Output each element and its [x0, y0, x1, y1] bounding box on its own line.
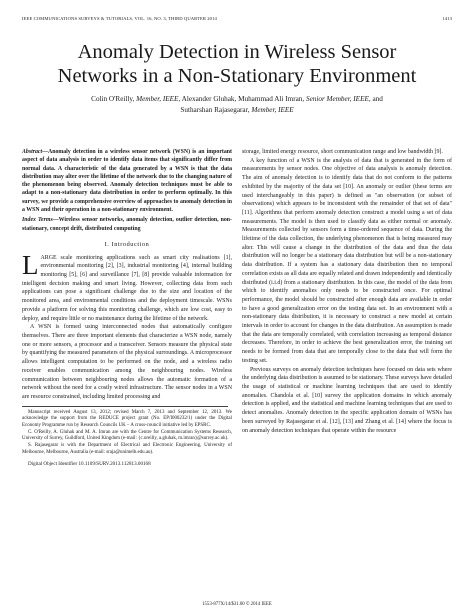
abstract-text: —Anomaly detection in a wireless sensor network (WSN) is an important aspect of data analysis in order to identify data items that significantly differ from normal data. A characteristic of the data generated by a WSN is that the data distribution may alter over the lifetime of the network due to the changing nature of the phenomenon being observed. Anomaly detection techniques must be able to adapt to a non-stationary data distribution in order to perform optimally. In this survey, we provide a comprehensive overview of approaches to anomaly detection in a WSN and their operation in a non-stationary environment. [22, 149, 232, 214]
index-terms [22, 216, 232, 233]
paper-title [20, 40, 454, 88]
footnote-affiliation-2: S. Rajasegarar is with the Department of Electrical and Electronic Engineering, University of Melbourne, Melbourne, Australia (e-mail: sraja@unimelb.edu.au). [22, 443, 232, 455]
footnote-manuscript: Manuscript received August 13, 2012; revised March 7, 2013 and September 12, 2013. We acknowledge the support from the REDUCE project grant (No. EP/I000232/1) under the Digital Economy Programme run by Research Councils UK – A cross-council initiative led by EPSRC. [22, 409, 232, 429]
author-role: Senior Member, IEEE, [305, 95, 371, 103]
author-line-1 [30, 94, 444, 105]
author-role: Member, IEEE, [136, 95, 181, 103]
right-paragraph-1: A key function of a WSN is the analysis of data that is generated in the form of measurements by sensor nodes. One objective of data analysis is anomaly detection. The aim of anomaly detection is to identify data that do not conform to the patterns exhibited by the majority of the data set [10]. An anomaly or outlier (these terms are used interchangeably in this paper) is defined as "an observation (or subset of observations) which appears to be inconsistent with the remainder of that set of data" [11]. Algorithms that perform anomaly detection construct a model using a set of data measurements. The model is then used to classify data as either normal or anomaly. Measurements collected by sensors form a time-ordered sequence of data. During the lifetime of the data collection, the underlying phenomenon that is being measured may alter. This will cause a change in the distribution of the data and thus the data distribution will no longer be a stationary data distribution but will be a non-stationary data distribution. If a system has a stationary data distribution then no temporal correlation exists as all data are equally related and drawn independently and identically distributed (i.i.d) from a stationary distribution. In this case, the model of the data from which to identify anomalies only needs to be constructed once. For optimal performance, the model should be constructed after enough data are available in order to have a good generalization error on the testing data set. In an environment with a non-stationary data distribution, it is necessary to construct a new model at certain intervals in order to account for changes in the data distribution. An assumption is made that the data are temporally correlated, with correlation increasing as temporal distance decreases. Therefore, in order to achieve the best generalization error, the training set needs to be formed from data that are temporally close to the data that will form the testing set. [242, 157, 452, 364]
intro-paragraph-1 [22, 249, 232, 324]
page-number: 1413 [442, 16, 452, 21]
footnote-divider [22, 406, 228, 407]
right-paragraph-2: Previous surveys on anomaly detection techniques have focused on data sets where the underlying data distribution is assumed to be stationary. These surveys have detailed the usage of statistical or machine learning techniques that are used to identify anomalies. Chandola et al. [10] survey the application domains in which anomaly detection is applied, and the statistical and machine learning techniques that are used to detect anomalies. Anomaly detection in the specific application domain of WSNs has been surveyed by Rajasegarar et al. [12], [13] and Zhang et al. [14] where the focus is on anomaly detection techniques that operate within the resource [242, 366, 452, 434]
intro-paragraph-2: A WSN is formed using interconnected nodes that automatically configure themselves. There are three important elements that characterize a WSN node, namely one or more sensors, a processor and a transceiver. Sensors measure the physical state by quantifying the measured parameters of the physical surroundings. A microprocessor allows intelligent computation to be performed on the node, and a wireless radio receiver enables communication among the neighbouring nodes. Wireless communication between neighbouring nodes allows the automatic formation of a network without the need for a costly wired infrastructure. The sensor nodes in a WSN are resource constrained, including limited processing and [22, 324, 232, 400]
title-line-1: Anomaly Detection in Wireless Sensor [77, 41, 397, 63]
index-terms-text: —Wireless sensor networks, anomaly detection, outlier detection, non-stationary, concept drift, distributed computing [22, 217, 232, 232]
right-paragraph-0: storage, limited energy resource, short communication range and low bandwidth [9]. [242, 149, 443, 155]
abstract-lead: Abstract [22, 149, 43, 155]
copyright-line: 1553-877X/14/$31.00 © 2014 IEEE [202, 602, 272, 607]
author-name: Sutharshan Rajasegarar, [180, 105, 250, 114]
section-heading: I. Introduction [104, 240, 150, 248]
author-names: Alexander Gluhak, Muhammad Ali Imran, [181, 95, 305, 103]
author-line-2 [30, 105, 444, 116]
left-column [22, 148, 232, 468]
intro-paragraph-1-text: ARGE scale monitoring applications such as smart city realisations [1], environmental monitoring [2], [3], industrial monitoring [4], internal building monitoring [5], [6] and surveillance [7], [8] provide valuable information for intelligent decision making and smart living. However, collecting data from such applications can pose a significant challenge due to the size and location of the monitored area, and environmental conditions and the deployment timescale. WSNs provide a platform for solving this monitoring challenge, which are low cost, easy to deploy, and require little or no maintenance during the lifetime of the network. [22, 254, 232, 322]
running-head [22, 16, 452, 21]
footnote-affiliation-1: C. O'Reilly, A. Gluhak and M. A. Imran are with the Centre for Communication Systems Research, University of Surrey, Guildford, United Kingdom (e-mail: {c.oreilly, a.gluhak, m.imran}@surrey.ac.uk). [22, 429, 232, 442]
index-terms-lead: Index Terms [22, 217, 53, 224]
right-column [242, 148, 452, 435]
running-head-journal: IEEE COMMUNICATIONS SURVEYS & TUTORIALS, VOL. 16, NO. 3, THIRD QUARTER 2014 [22, 16, 217, 21]
doi: Digital Object Identifier 10.1109/SURV.2013.112813.00168 [28, 460, 151, 467]
author-list [30, 94, 444, 115]
author-name: Colin O'Reilly, [91, 95, 135, 103]
abstract [22, 148, 232, 214]
title-line-2: Networks in a Non-Stationary Environment [57, 65, 417, 87]
author-role: Member, IEEE [251, 105, 294, 114]
drop-cap: L [22, 249, 39, 280]
author-conjunction: and [372, 95, 383, 103]
